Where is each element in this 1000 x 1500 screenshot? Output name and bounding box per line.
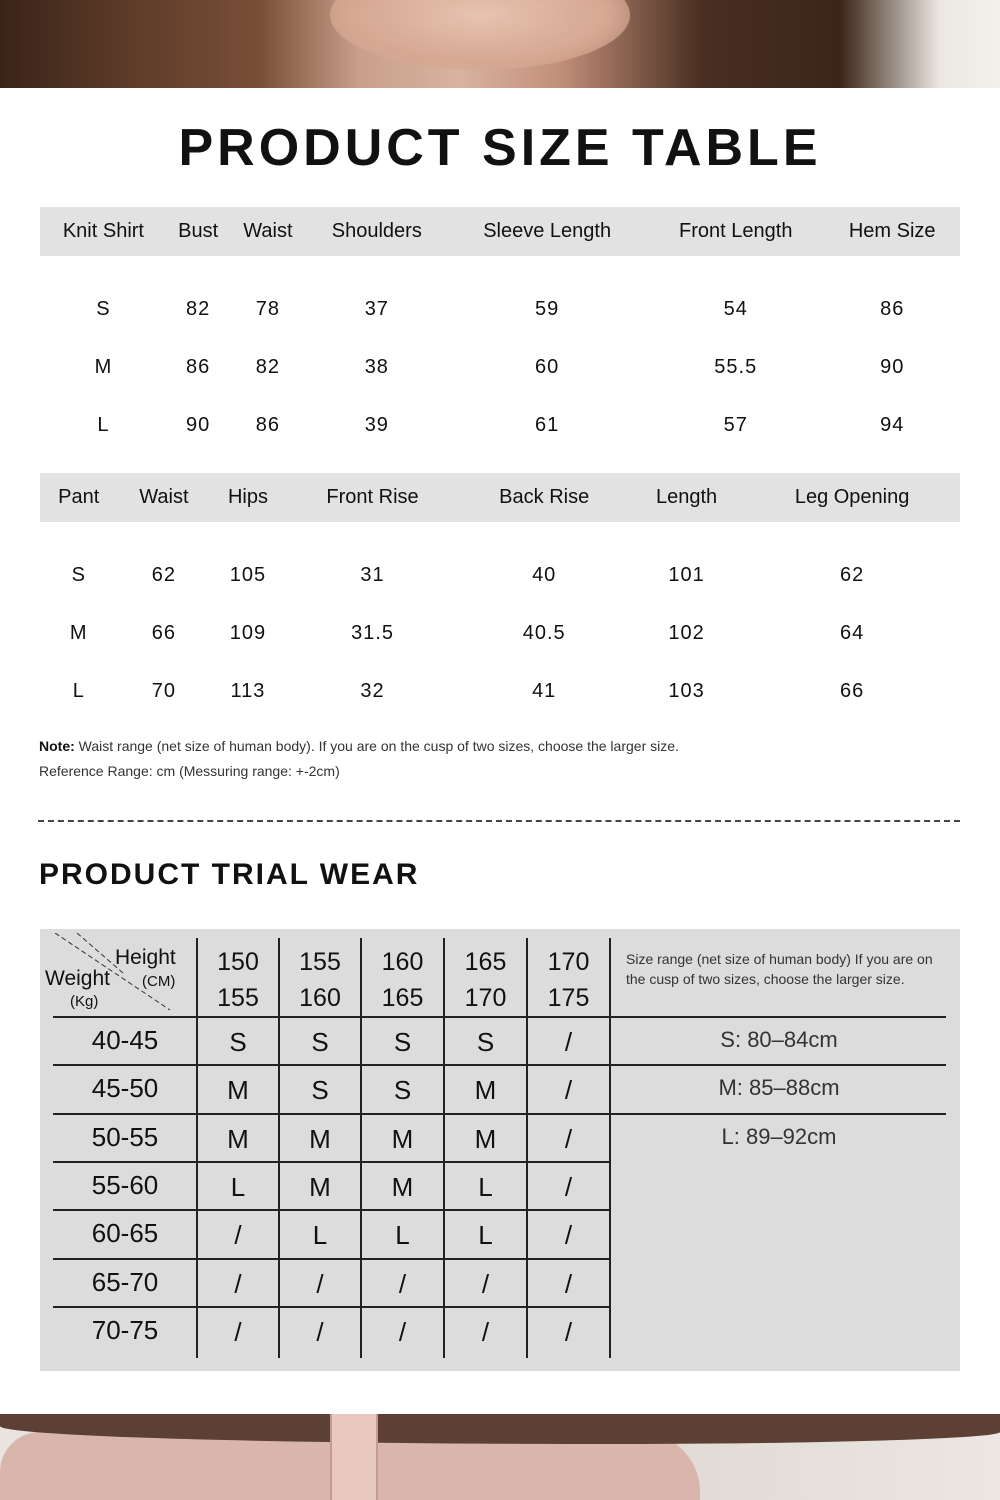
size-cell: /: [564, 1075, 573, 1106]
size-cell: /: [234, 1220, 242, 1251]
size-cell: /: [564, 1220, 573, 1251]
size-cell: M: [309, 1171, 331, 1202]
table-cell: 54: [723, 297, 748, 320]
reference-range-note: Reference Range: cm (Messuring range: +-2cm): [39, 763, 340, 779]
table-cell: 103: [668, 679, 705, 702]
table-cell: 57: [723, 413, 748, 436]
table-cell: 78: [255, 297, 281, 320]
dashed-divider: [38, 820, 960, 822]
size-cell: M: [227, 1123, 249, 1154]
table-row: [40, 604, 960, 662]
size-cell: M: [227, 1075, 249, 1106]
bottom-product-photo: [0, 1414, 1000, 1500]
table-cell: 41: [532, 679, 557, 702]
corner-diagonal-lines: [55, 933, 175, 1013]
size-cell: L: [478, 1171, 493, 1202]
size-cell: /: [481, 1316, 490, 1347]
height-column-header: [527, 944, 610, 1017]
table-cell: 31: [360, 563, 385, 586]
table-cell: 66: [839, 679, 865, 702]
size-cell: M: [391, 1123, 414, 1154]
pant-header-cell: Back Rise: [459, 473, 629, 522]
pant-size-table: [40, 473, 960, 720]
table-cell: M: [94, 355, 113, 378]
height-from: 155: [299, 948, 341, 976]
height-to: 165: [381, 984, 424, 1013]
table-cell: 101: [668, 563, 705, 586]
table-cell: 64: [839, 621, 865, 644]
size-cell: L: [230, 1171, 246, 1202]
table-cell: S: [71, 563, 86, 586]
size-cell: S: [393, 1027, 412, 1057]
table-cell: 70: [151, 679, 177, 702]
size-cell: /: [234, 1316, 242, 1347]
table-cell: 61: [535, 413, 560, 436]
corner-weight-label: Weight: [45, 967, 110, 990]
size-cell: /: [316, 1268, 324, 1299]
weight-row-label: 40-45: [91, 1025, 159, 1055]
size-cell: L: [478, 1220, 493, 1251]
pant-header-cell: Pant: [40, 473, 118, 522]
trial-wear-title: PRODUCT TRIAL WEAR: [39, 858, 420, 891]
size-cell: S: [311, 1075, 329, 1106]
size-range-value: M: 85–88cm: [718, 1075, 840, 1101]
table-cell: 62: [839, 563, 865, 586]
weight-row-label: 60-65: [91, 1218, 159, 1249]
height-to: 175: [547, 984, 590, 1013]
table-cell: 40.5: [522, 621, 566, 644]
grid-horizontal-line: [53, 1064, 946, 1066]
size-cell: S: [229, 1027, 247, 1057]
table-cell: 66: [151, 621, 177, 644]
corner-cm-label: (CM): [142, 973, 176, 990]
pant-header-cell: Hips: [210, 473, 285, 522]
pant-header-cell: Leg Opening: [744, 473, 960, 522]
height-column-header: [444, 944, 527, 1017]
weight-row-label: 70-75: [91, 1314, 159, 1345]
table-cell: 37: [364, 297, 389, 320]
size-note: Note: Waist range (net size of human body). If you are on the cusp of two sizes, choose the larger size.: [39, 738, 679, 754]
height-column-header: [197, 944, 279, 1017]
height-column-header: [361, 944, 444, 1017]
table-row: [40, 338, 960, 396]
pant-header-cell: Length: [629, 473, 744, 522]
size-cell: M: [474, 1075, 497, 1106]
knit-header-cell: Sleeve Length: [447, 207, 647, 256]
height-column-header: [279, 944, 361, 1017]
corner-height-label: Height: [115, 946, 176, 969]
table-cell: 105: [229, 563, 267, 586]
table-cell: 32: [360, 679, 385, 702]
size-cell: /: [564, 1316, 573, 1347]
table-cell: 86: [880, 297, 905, 320]
pant-header-cell: Waist: [118, 473, 211, 522]
table-cell: 113: [230, 679, 266, 702]
table-cell: 90: [880, 355, 905, 378]
table-cell: 40: [532, 563, 557, 586]
table-cell: 109: [229, 621, 267, 644]
knit-header-cell: Shoulders: [306, 207, 447, 256]
table-cell: 86: [186, 355, 211, 378]
table-cell: 102: [668, 621, 705, 644]
size-cell: L: [312, 1220, 328, 1251]
grid-horizontal-line: [53, 1306, 611, 1308]
height-from: 170: [547, 948, 590, 976]
size-cell: M: [309, 1123, 331, 1154]
size-cell: /: [234, 1268, 242, 1299]
table-row: [40, 662, 960, 720]
table-row: [40, 546, 960, 604]
size-cell: M: [474, 1123, 497, 1154]
table-cell: 31.5: [351, 621, 394, 644]
height-from: 160: [381, 948, 424, 976]
size-cell: M: [391, 1171, 414, 1202]
size-cell: /: [316, 1316, 324, 1347]
table-cell: 59: [535, 297, 560, 320]
height-from: 165: [464, 948, 507, 976]
knit-header-cell: Hem Size: [824, 207, 960, 256]
size-cell: /: [398, 1316, 407, 1347]
size-cell: /: [564, 1123, 573, 1154]
size-range-value: S: 80–84cm: [720, 1027, 838, 1052]
table-cell: 86: [255, 413, 281, 436]
table-cell: L: [72, 679, 85, 702]
table-cell: 60: [535, 355, 560, 378]
size-range-value: L: 89–92cm: [721, 1123, 837, 1149]
knit-header-cell: Knit Shirt: [40, 207, 167, 256]
table-cell: L: [97, 413, 110, 436]
size-cell: L: [395, 1220, 410, 1251]
page-title: PRODUCT SIZE TABLE: [178, 119, 822, 177]
table-cell: 82: [186, 297, 211, 320]
size-cell: /: [564, 1268, 573, 1299]
table-cell: 62: [151, 563, 177, 586]
table-cell: 55.5: [714, 355, 758, 378]
height-to: 155: [217, 984, 259, 1013]
weight-row-label: 65-70: [91, 1266, 159, 1297]
knit-shirt-size-table: [40, 207, 960, 454]
size-cell: S: [476, 1027, 495, 1057]
size-cell: /: [398, 1268, 407, 1299]
top-product-photo: [0, 0, 1000, 88]
size-cell: S: [393, 1075, 412, 1106]
table-cell: 90: [186, 413, 211, 436]
grid-horizontal-line: [53, 1258, 611, 1260]
knit-header-cell: Bust: [167, 207, 230, 256]
weight-row-label: 55-60: [91, 1169, 159, 1200]
knit-header-cell: Front Length: [647, 207, 824, 256]
grid-horizontal-line: [53, 1113, 946, 1115]
table-cell: 82: [255, 355, 281, 378]
grid-horizontal-line: [53, 1209, 611, 1211]
table-row: [40, 396, 960, 454]
corner-kg-label: (Kg): [70, 993, 99, 1010]
table-cell: M: [69, 621, 88, 644]
table-cell: 38: [364, 355, 389, 378]
size-cell: /: [481, 1268, 490, 1299]
height-to: 170: [464, 984, 507, 1013]
height-from: 150: [217, 948, 259, 976]
pant-header-cell: Front Rise: [286, 473, 460, 522]
size-range-description: Size range (net size of human body) If you are on the cusp of two sizes, choose the larger size.: [626, 951, 933, 987]
size-cell: /: [564, 1171, 573, 1202]
table-row: [40, 280, 960, 338]
grid-horizontal-line: [53, 1161, 611, 1163]
size-cell: /: [564, 1027, 573, 1057]
table-cell: 39: [364, 413, 389, 436]
weight-row-label: 45-50: [91, 1073, 159, 1104]
knit-header-cell: Waist: [229, 207, 306, 256]
table-cell: 94: [880, 413, 905, 436]
height-to: 160: [299, 984, 341, 1013]
size-cell: S: [311, 1027, 329, 1057]
weight-row-label: 50-55: [91, 1121, 159, 1152]
table-cell: S: [96, 297, 111, 320]
